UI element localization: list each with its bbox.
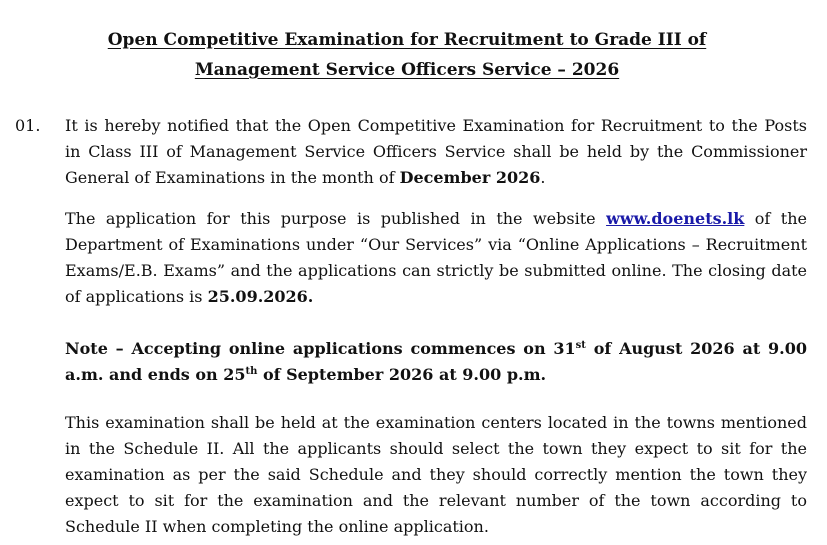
closing-date: 25.09.2026 xyxy=(207,287,308,306)
paragraph-exam-notice-text: It is hereby notified that the Open Competitive Examination for Recruitment to the Posts in Class III of Management Service Officers Service shall be held by the Commissioner General of Examinations in the month of xyxy=(65,116,807,187)
note-text-c: of September 2026 at 9.00 p.m. xyxy=(257,365,547,384)
closing-date-punct: . xyxy=(307,287,314,306)
note-text-b: of August 2026 at 9.00 a.m. and ends on 25 xyxy=(65,339,807,384)
section-number: 01. xyxy=(15,116,41,135)
note-paragraph xyxy=(65,336,807,388)
paragraph-application-text-after: of the Department of Examinations under “Our Services” via “Online Applications – Recruitment Exams/E.B. Exams” and the applications can strictly be submitted online. The closing date of applications is xyxy=(65,209,807,306)
document-title-line-2: Management Service Officers Service – 2026 xyxy=(194,60,620,80)
exam-month: December 2026 xyxy=(399,168,541,187)
website-link[interactable]: www.doenets.lk xyxy=(606,209,745,228)
paragraph-application-text-before: The application for this purpose is published in the website xyxy=(65,209,607,228)
note-text-a: Note – Accepting online applications commences on 31 xyxy=(65,339,576,358)
note-superscript-th: th xyxy=(245,366,258,377)
document-title-line-1: Open Competitive Examination for Recruitment to Grade III of xyxy=(107,30,707,50)
paragraph-exam-centers: This examination shall be held at the examination centers located in the towns mentioned in the Schedule II. All the applicants should select the town they expect to sit for the examination as per the said Schedule and they should correctly mention the town they expect to sit for the examination and the relevant number of the town according to Schedule II when completing the online application. xyxy=(65,413,807,536)
paragraph-exam-notice xyxy=(65,113,807,191)
note-superscript-st: st xyxy=(575,340,586,351)
paragraph-application xyxy=(65,206,807,310)
paragraph-end-punct: . xyxy=(540,168,546,187)
